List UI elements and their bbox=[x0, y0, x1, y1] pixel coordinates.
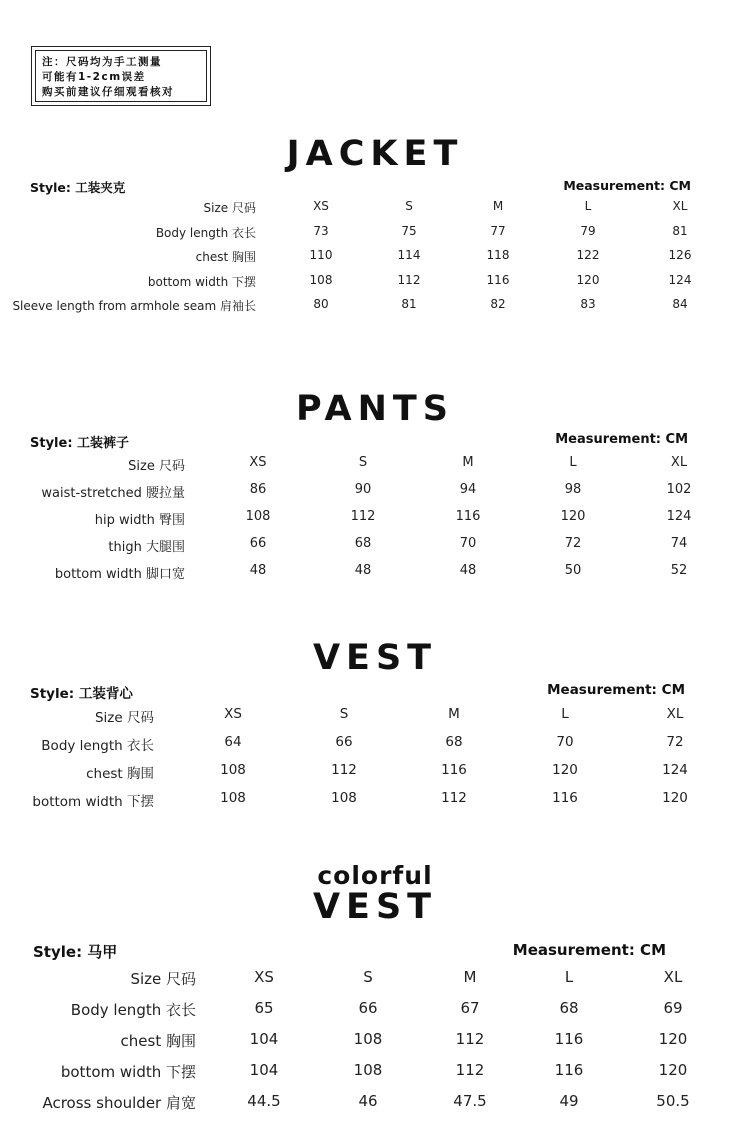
table-cell: 52 bbox=[670, 563, 688, 578]
table-cell: 120 bbox=[560, 509, 586, 524]
table-cell: 116 bbox=[554, 1061, 584, 1079]
table-cell: 49 bbox=[559, 1092, 579, 1110]
table-cell: 90 bbox=[354, 482, 372, 497]
table-cell: 94 bbox=[459, 482, 477, 497]
size-header-label: Size 尺码 bbox=[203, 201, 256, 215]
table-cell: 81 bbox=[401, 297, 417, 311]
size-column-header: L bbox=[561, 706, 569, 722]
table-cell: 108 bbox=[220, 790, 246, 806]
table-cell: 50 bbox=[564, 563, 582, 578]
jacket-title: JACKET bbox=[286, 134, 464, 174]
table-cell: 124 bbox=[668, 273, 692, 287]
measurement-row-label: Body length 衣长 bbox=[70, 1001, 196, 1019]
size-column-header: XS bbox=[254, 968, 274, 986]
table-cell: 112 bbox=[455, 1061, 485, 1079]
table-cell: 116 bbox=[554, 1030, 584, 1048]
table-cell: 65 bbox=[254, 999, 274, 1017]
measurement-row-label: chest 胸围 bbox=[86, 766, 154, 782]
size-column-header: L bbox=[569, 455, 577, 470]
measurement-row-label: Sleeve length from armhole seam 肩袖长 bbox=[12, 299, 256, 313]
table-cell: 108 bbox=[353, 1030, 383, 1048]
table-cell: 108 bbox=[331, 790, 357, 806]
table-cell: 126 bbox=[668, 248, 692, 262]
size-column-header: XL bbox=[663, 968, 683, 986]
table-cell: 66 bbox=[358, 999, 378, 1017]
table-cell: 102 bbox=[666, 482, 692, 497]
table-cell: 80 bbox=[313, 297, 329, 311]
table-cell: 120 bbox=[658, 1061, 688, 1079]
size-column-header: M bbox=[463, 968, 477, 986]
table-cell: 77 bbox=[490, 224, 506, 238]
table-cell: 70 bbox=[556, 734, 574, 750]
table-cell: 81 bbox=[672, 224, 688, 238]
table-cell: 68 bbox=[354, 536, 372, 551]
measurement-row-label: waist-stretched 腰拉量 bbox=[41, 486, 185, 501]
size-column-header: M bbox=[448, 706, 460, 722]
measurement-row-label: bottom width 下摆 bbox=[32, 794, 154, 810]
colorful-vest-style-label: Style: 马甲 bbox=[33, 943, 118, 961]
table-cell: 48 bbox=[459, 563, 477, 578]
jacket-style-label: Style: 工装夹克 bbox=[30, 180, 126, 195]
table-cell: 118 bbox=[486, 248, 510, 262]
table-cell: 112 bbox=[441, 790, 467, 806]
table-cell: 120 bbox=[552, 762, 578, 778]
table-cell: 104 bbox=[249, 1061, 279, 1079]
size-column-header: XL bbox=[666, 706, 684, 722]
size-column-header: S bbox=[363, 968, 373, 986]
measurement-row-label: chest 胸围 bbox=[120, 1032, 196, 1050]
table-cell: 112 bbox=[397, 273, 421, 287]
table-cell: 70 bbox=[459, 536, 477, 551]
vest-style-label: Style: 工装背心 bbox=[30, 686, 133, 702]
table-cell: 84 bbox=[672, 297, 688, 311]
disclaimer-note-inner bbox=[35, 50, 207, 102]
table-cell: 79 bbox=[580, 224, 596, 238]
measurement-row-label: Across shoulder 肩宽 bbox=[42, 1094, 196, 1112]
table-cell: 83 bbox=[580, 297, 596, 311]
table-cell: 75 bbox=[401, 224, 417, 238]
size-column-header: XL bbox=[670, 455, 688, 470]
size-column-header: S bbox=[358, 455, 368, 470]
table-cell: 67 bbox=[460, 999, 480, 1017]
measurement-row-label: hip width 臀围 bbox=[94, 513, 185, 528]
table-cell: 74 bbox=[670, 536, 688, 551]
note-line: 注：尺码均为手工测量 bbox=[42, 56, 162, 68]
table-cell: 82 bbox=[490, 297, 506, 311]
table-cell: 50.5 bbox=[656, 1092, 690, 1110]
size-header-label: Size 尺码 bbox=[94, 710, 154, 726]
table-cell: 120 bbox=[658, 1030, 688, 1048]
table-cell: 108 bbox=[353, 1061, 383, 1079]
table-cell: 69 bbox=[663, 999, 683, 1017]
table-cell: 120 bbox=[576, 273, 600, 287]
pants-style-label: Style: 工装裤子 bbox=[30, 436, 130, 451]
table-cell: 108 bbox=[245, 509, 271, 524]
size-header-label: Size 尺码 bbox=[130, 970, 196, 988]
measurement-row-label: Body length 衣长 bbox=[41, 738, 154, 754]
table-cell: 108 bbox=[309, 273, 333, 287]
table-cell: 124 bbox=[666, 509, 692, 524]
table-cell: 120 bbox=[662, 790, 688, 806]
note-line: 购买前建议仔细观看核对 bbox=[42, 86, 174, 98]
table-cell: 73 bbox=[313, 224, 329, 238]
note-line: 可能有1-2cm误差 bbox=[42, 71, 146, 83]
size-column-header: L bbox=[564, 968, 574, 986]
table-cell: 116 bbox=[486, 273, 510, 287]
table-cell: 116 bbox=[552, 790, 578, 806]
table-cell: 116 bbox=[441, 762, 467, 778]
size-column-header: S bbox=[339, 706, 349, 722]
table-cell: 66 bbox=[335, 734, 353, 750]
size-column-header: L bbox=[584, 199, 592, 213]
size-column-header: XS bbox=[249, 455, 267, 470]
table-cell: 47.5 bbox=[453, 1092, 487, 1110]
size-column-header: XS bbox=[313, 199, 329, 213]
measurement-row-label: bottom width 脚口宽 bbox=[54, 567, 185, 582]
pants-title: PANTS bbox=[296, 389, 454, 429]
table-cell: 124 bbox=[662, 762, 688, 778]
size-column-header: M bbox=[462, 455, 474, 470]
table-cell: 48 bbox=[354, 563, 372, 578]
table-cell: 72 bbox=[564, 536, 582, 551]
jacket-measurement-label: Measurement: CM bbox=[563, 178, 691, 193]
table-cell: 114 bbox=[397, 248, 421, 262]
table-cell: 64 bbox=[224, 734, 242, 750]
table-cell: 66 bbox=[249, 536, 267, 551]
vest-title: VEST bbox=[312, 638, 438, 678]
table-cell: 48 bbox=[249, 563, 267, 578]
measurement-row-label: bottom width 下摆 bbox=[147, 275, 256, 289]
colorful-vest-measurement-label: Measurement: CM bbox=[512, 941, 666, 959]
disclaimer-note-box bbox=[31, 46, 211, 106]
table-cell: 112 bbox=[455, 1030, 485, 1048]
table-cell: 46 bbox=[358, 1092, 378, 1110]
table-cell: 112 bbox=[331, 762, 357, 778]
table-cell: 72 bbox=[666, 734, 684, 750]
table-cell: 68 bbox=[445, 734, 463, 750]
colorful-vest-title-line2: VEST bbox=[312, 887, 438, 927]
measurement-row-label: Body length 衣长 bbox=[155, 226, 256, 240]
size-column-header: XL bbox=[672, 199, 688, 213]
measurement-row-label: chest 胸围 bbox=[195, 250, 256, 264]
table-cell: 104 bbox=[249, 1030, 279, 1048]
measurement-row-label: thigh 大腿围 bbox=[108, 540, 185, 555]
size-column-header: M bbox=[492, 199, 504, 213]
table-cell: 122 bbox=[576, 248, 600, 262]
size-header-label: Size 尺码 bbox=[128, 459, 185, 474]
table-cell: 68 bbox=[559, 999, 579, 1017]
colorful-vest-title-line1: colorful bbox=[317, 861, 433, 890]
vest-measurement-label: Measurement: CM bbox=[547, 682, 685, 698]
table-cell: 108 bbox=[220, 762, 246, 778]
table-cell: 116 bbox=[455, 509, 481, 524]
table-cell: 86 bbox=[249, 482, 267, 497]
measurement-row-label: bottom width 下摆 bbox=[60, 1063, 196, 1081]
pants-measurement-label: Measurement: CM bbox=[555, 432, 688, 447]
size-column-header: S bbox=[405, 199, 413, 213]
table-cell: 98 bbox=[564, 482, 582, 497]
table-cell: 112 bbox=[350, 509, 376, 524]
table-cell: 110 bbox=[309, 248, 333, 262]
size-column-header: XS bbox=[224, 706, 242, 722]
table-cell: 44.5 bbox=[247, 1092, 281, 1110]
